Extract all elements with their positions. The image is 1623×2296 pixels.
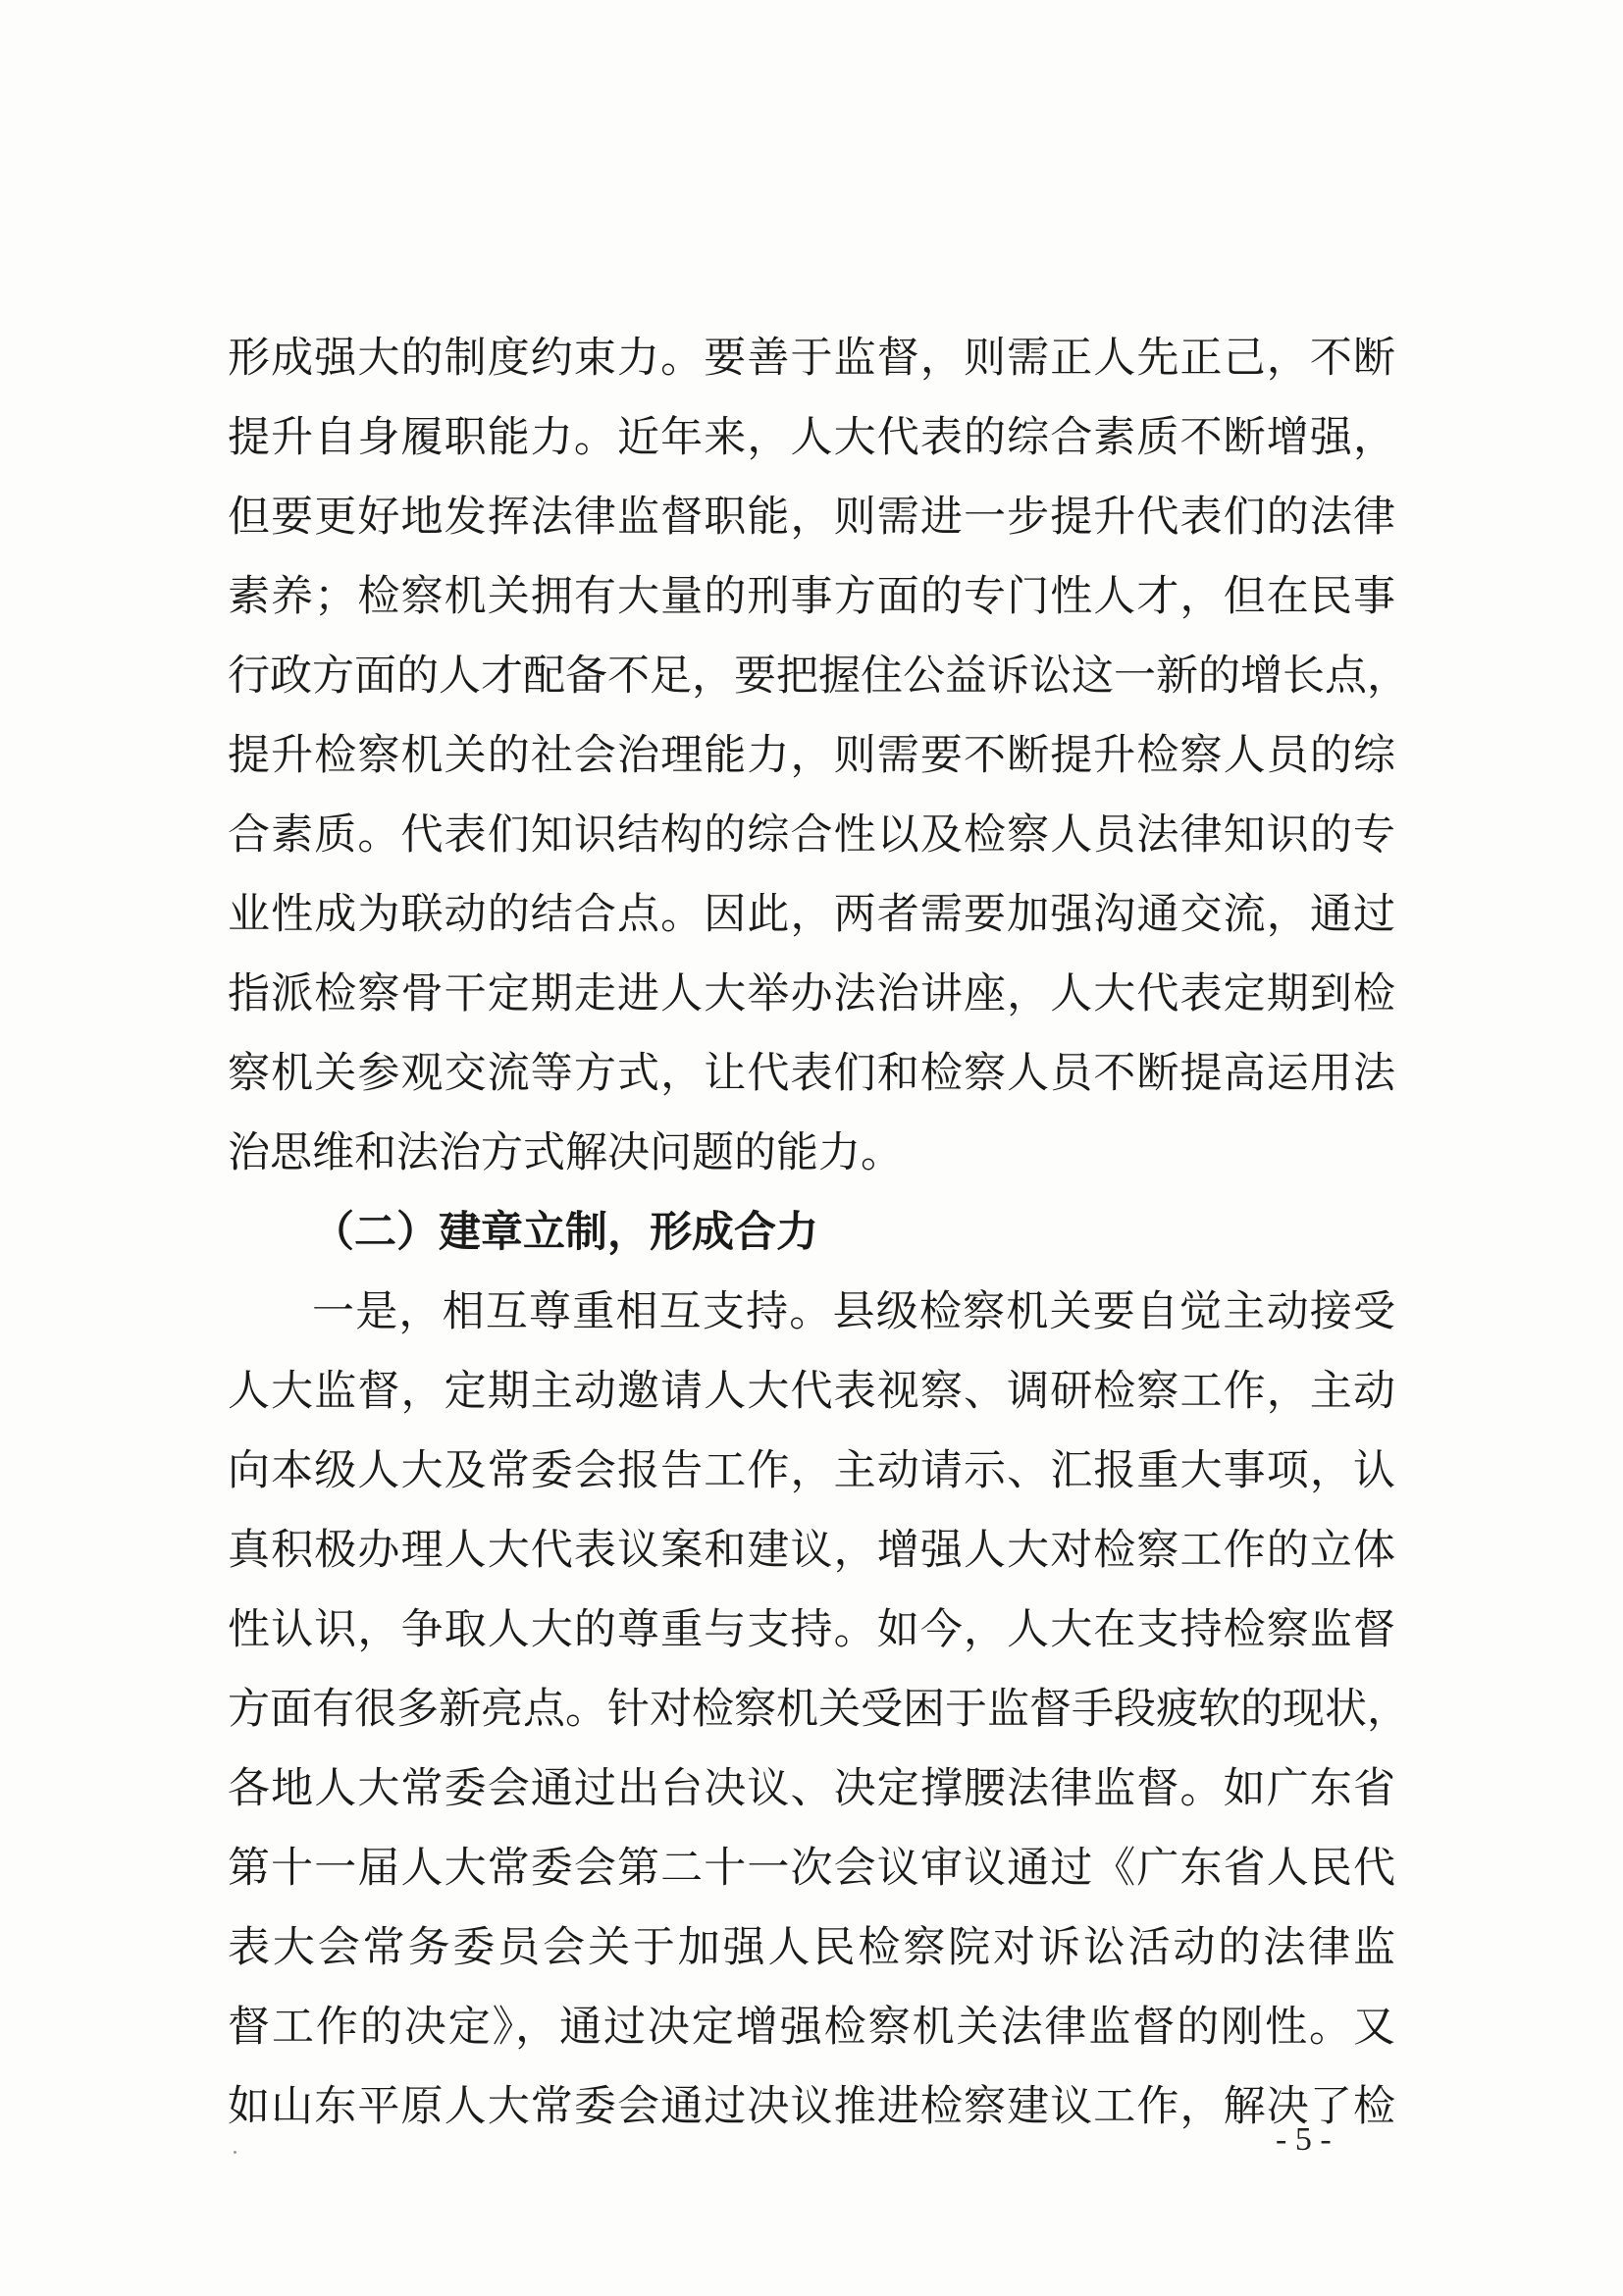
paragraph-line: 提升检察机关的社会治理能力，则需要不断提升检察人员的综 [228,731,1395,780]
paragraph-line: 提升自身履职能力。近年来，人大代表的综合素质不断增强， [228,413,1395,462]
paragraph-line: 形成强大的制度约束力。要善于监督，则需正人先正己，不断 [228,334,1395,383]
scan-speck [234,2151,236,2154]
paragraph-line: 合素质。代表们知识结构的综合性以及检察人员法律知识的专 [228,810,1395,860]
paragraph-line: 指派检察骨干定期走进人大举办法治讲座，人大代表定期到检 [228,969,1395,1018]
paragraph-line: 性认识，争取人大的尊重与支持。如今，人大在支持检察监督 [228,1605,1395,1654]
paragraph-line: 督工作的决定》，通过决定增强检察机关法律监督的刚性。又 [228,2003,1395,2052]
paragraph-line: 各地人大常委会通过出台决议、决定撑腰法律监督。如广东省 [228,1764,1395,1813]
paragraph-line: 素养；检察机关拥有大量的刑事方面的专门性人才，但在民事 [228,572,1395,621]
paragraph-line: 业性成为联动的结合点。因此，两者需要加强沟通交流，通过 [228,890,1395,939]
paragraph-line: 人大监督，定期主动邀请人大代表视察、调研检察工作，主动 [228,1367,1395,1416]
paragraph-line: 表大会常务委员会关于加强人民检察院对诉讼活动的法律监 [228,1923,1395,1972]
page-number: - 5 - [1276,2121,1332,2158]
section-heading: （二）建章立制，形成合力 [312,1208,818,1257]
paragraph-line: 但要更好地发挥法律监督职能，则需进一步提升代表们的法律 [228,493,1395,542]
paragraph-line: 方面有很多新亮点。针对检察机关受困于监督手段疲软的现状， [228,1685,1409,1734]
paragraph-line: 向本级人大及常委会报告工作，主动请示、汇报重大事项，认 [228,1446,1395,1495]
paragraph-line: 第十一届人大常委会第二十一次会议审议通过《广东省人民代 [228,1844,1395,1893]
body-text [228,319,1409,2147]
paragraph-line: 一是，相互尊重相互支持。县级检察机关要自觉主动接受 [312,1287,1395,1336]
paragraph-line: 治思维和法治方式解决问题的能力。 [228,1128,903,1177]
paragraph-line: 察机关参观交流等方式，让代表们和检察人员不断提高运用法 [228,1049,1395,1098]
paragraph-line: 真积极办理人大代表议案和建议，增强人大对检察工作的立体 [228,1526,1395,1575]
paragraph-line: 行政方面的人才配备不足，要把握住公益诉讼这一新的增长点， [228,652,1409,701]
paragraph-line: 如山东平原人大常委会通过决议推进检察建议工作，解决了检 [228,2082,1395,2131]
